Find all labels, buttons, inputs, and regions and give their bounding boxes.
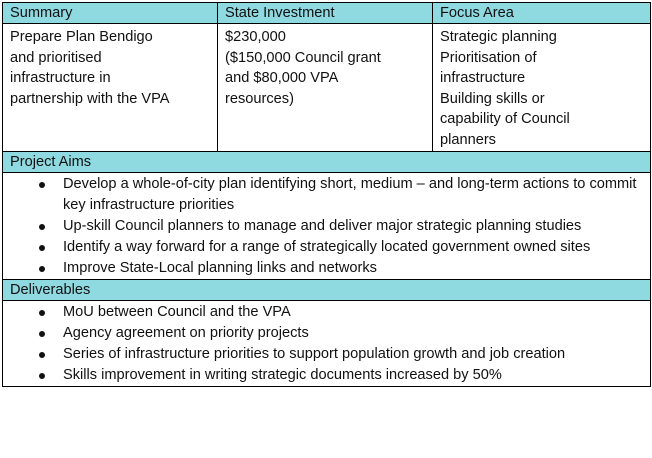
project-aims-list	[3, 173, 650, 279]
summary-line: partnership with the VPA	[10, 90, 170, 107]
bullet-icon	[39, 352, 45, 358]
bullet-icon	[39, 245, 45, 251]
header-state-investment: State Investment	[218, 3, 433, 24]
list-item	[3, 365, 642, 386]
project-aims-header-row	[3, 152, 651, 173]
aim-text: Up-skill Council planners to manage and deliver major strategic planning studies	[63, 218, 582, 234]
focus-line: infrastructure	[440, 70, 526, 87]
deliverables-heading: Deliverables	[3, 280, 651, 301]
deliverable-text: MoU between Council and the VPA	[63, 304, 291, 320]
aim-text: Identify a way forward for a range of strategically located government owned sites	[63, 239, 591, 255]
focus-line: Prioritisation of	[440, 49, 537, 66]
summary-line: and prioritised	[10, 49, 102, 66]
deliverables-cell	[3, 301, 651, 387]
focus-line: Strategic planning	[440, 29, 557, 45]
project-aims-heading: Project Aims	[3, 152, 651, 173]
list-item	[3, 258, 642, 279]
list-item	[3, 323, 642, 344]
deliverable-text: Series of infrastructure priorities to support population growth and job creation	[63, 346, 566, 362]
deliverable-text: Agency agreement on priority projects	[63, 325, 309, 341]
header-focus-area: Focus Area	[433, 3, 651, 24]
summary-cell	[3, 24, 218, 152]
summary-line: infrastructure in	[10, 70, 111, 87]
deliverables-list	[3, 301, 650, 386]
header-summary: Summary	[3, 3, 218, 24]
bullet-icon	[39, 224, 45, 230]
aim-text: Develop a whole-of-city plan identifying short, medium – and long-term actions to commit key infrastructure priorities	[63, 176, 637, 213]
investment-line: $230,000	[225, 29, 286, 45]
list-item	[3, 302, 642, 323]
list-item	[3, 237, 642, 258]
header-row	[3, 3, 651, 24]
project-summary-document	[2, 2, 650, 387]
bullet-icon	[39, 310, 45, 316]
investment-cell	[218, 24, 433, 152]
deliverable-text: Skills improvement in writing strategic documents increased by 50%	[63, 367, 502, 383]
list-item	[3, 216, 642, 237]
investment-line: resources)	[225, 90, 294, 107]
aim-text: Improve State-Local planning links and networks	[63, 260, 377, 276]
bullet-icon	[39, 373, 45, 379]
investment-line: ($150,000 Council grant	[225, 49, 381, 66]
focus-line: planners	[440, 131, 496, 148]
focus-cell	[433, 24, 651, 152]
summary-row	[3, 24, 651, 152]
focus-line: capability of Council	[440, 111, 570, 128]
focus-line: Building skills or	[440, 90, 545, 107]
project-aims-row	[3, 173, 651, 280]
project-aims-cell	[3, 173, 651, 280]
list-item	[3, 344, 642, 365]
deliverables-header-row	[3, 280, 651, 301]
bullet-icon	[39, 331, 45, 337]
bullet-icon	[39, 266, 45, 272]
summary-line: Prepare Plan Bendigo	[10, 29, 153, 45]
deliverables-row	[3, 301, 651, 387]
list-item	[3, 174, 642, 216]
project-table	[2, 2, 651, 387]
bullet-icon	[39, 182, 45, 188]
investment-line: and $80,000 VPA	[225, 70, 339, 87]
